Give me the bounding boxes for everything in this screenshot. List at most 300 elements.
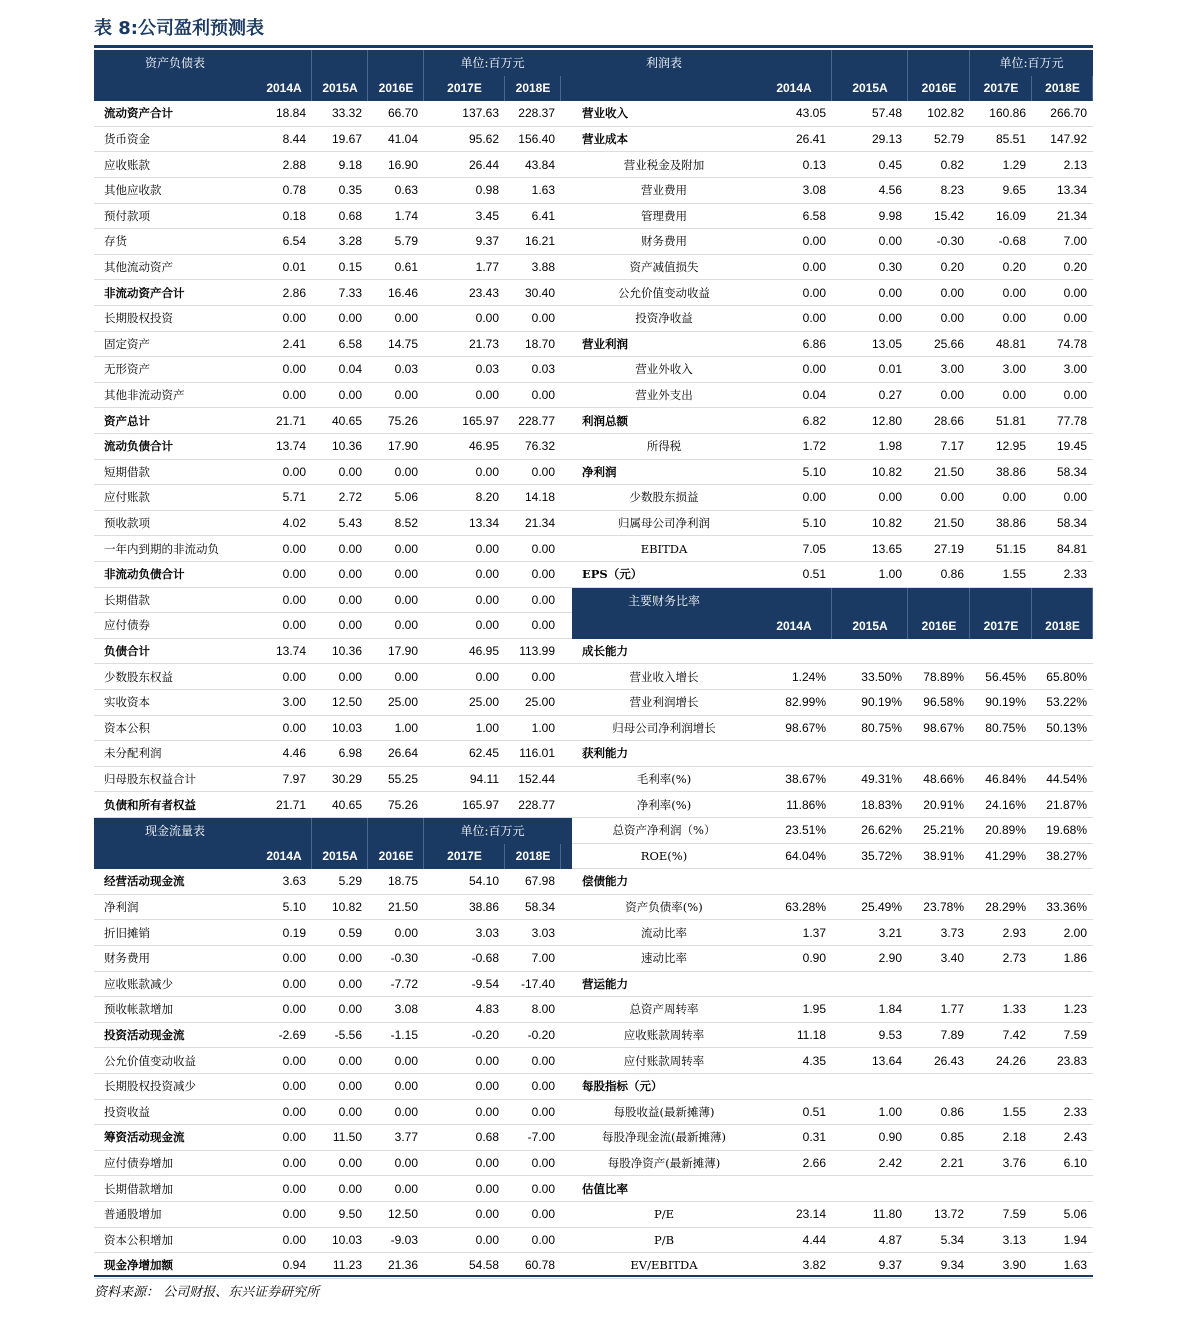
income-row — [572, 127, 1093, 153]
income-value-2017E: 48.81 — [995, 336, 1026, 351]
balance-value-2016E: 16.90 — [387, 157, 418, 172]
cashflow-value-2014A: 0.00 — [282, 1002, 306, 1017]
cashflow-value-2017E: 3.03 — [475, 925, 499, 940]
balance-value-2016E: 0.63 — [394, 183, 418, 198]
income-row-label: 财务费用 — [641, 234, 687, 249]
cashflow-value-2016E: 21.36 — [387, 1258, 418, 1273]
income-row-label: 投资净收益 — [635, 311, 693, 326]
balance-value-2017E: 0.00 — [475, 567, 499, 582]
ratios-value-2017E: 7.42 — [1002, 1028, 1026, 1043]
ratios-row — [572, 1048, 1093, 1074]
balance-row — [94, 741, 572, 767]
cashflow-row — [94, 1074, 572, 1100]
balance-value-2016E: 26.64 — [387, 746, 418, 761]
cashflow-header-divider — [312, 818, 368, 844]
income-value-2016E: 27.19 — [933, 541, 964, 556]
income-value-2016E: 0.00 — [940, 490, 964, 505]
balance-value-2014A: 0.00 — [282, 592, 306, 607]
cashflow-value-2014A: 0.00 — [282, 1181, 306, 1196]
ratios-value-2016E — [908, 972, 970, 997]
balance-value-2015A: 0.00 — [338, 669, 362, 684]
cashflow-row-label: 折旧摊销 — [104, 925, 150, 940]
income-value-2014A: 0.00 — [802, 285, 826, 300]
income-row — [572, 485, 1093, 511]
balance-value-2018E: 116.01 — [519, 746, 555, 761]
cashflow-value-2015A: 0.00 — [338, 951, 362, 966]
income-value-2016E: 21.50 — [933, 516, 964, 531]
income-value-2015A: 0.45 — [878, 157, 902, 172]
ratios-value-2016E: 25.21% — [923, 823, 964, 838]
balance-row — [94, 562, 572, 588]
ratios-row — [572, 1100, 1093, 1126]
balance-value-2018E: 0.00 — [531, 311, 555, 326]
ratios-value-2017E — [970, 639, 1032, 664]
ratios-value-2015A: 9.37 — [878, 1258, 902, 1273]
ratios-row — [572, 1074, 1093, 1100]
ratios-row-label: 速动比率 — [641, 951, 687, 966]
ratios-value-2018E — [1032, 869, 1093, 894]
ratios-value-2017E: 2.18 — [1002, 1130, 1026, 1145]
ratios-year-2016E: 2016E — [921, 618, 957, 633]
ratios-row-label: 应收账款周转率 — [623, 1028, 705, 1043]
cashflow-value-2018E: 0.00 — [531, 1181, 555, 1196]
cashflow-value-2014A: 0.94 — [282, 1258, 306, 1273]
balance-value-2016E: 0.61 — [394, 260, 418, 275]
balance-row — [94, 408, 572, 434]
cashflow-value-2017E: 0.68 — [475, 1130, 499, 1145]
cashflow-row-label: 长期借款增加 — [104, 1181, 173, 1196]
ratios-value-2016E — [908, 869, 970, 894]
ratios-value-2018E — [1032, 1074, 1093, 1099]
balance-value-2017E: 137.63 — [462, 106, 499, 121]
cashflow-value-2014A: 0.00 — [282, 1207, 306, 1222]
balance-row-label: 一年内到期的非流动负 — [104, 541, 219, 556]
cashflow-value-2014A: 0.19 — [282, 925, 306, 940]
balance-value-2017E: 0.98 — [475, 183, 499, 198]
balance-value-2014A: 0.00 — [282, 362, 306, 377]
income-value-2017E: 0.00 — [1002, 285, 1026, 300]
ratios-row-label: 获利能力 — [582, 746, 628, 761]
balance-header-divider — [312, 50, 368, 76]
income-value-2018E: 2.13 — [1063, 157, 1087, 172]
ratios-value-2018E: 1.94 — [1063, 1232, 1087, 1247]
ratios-value-2018E: 50.13% — [1046, 720, 1087, 735]
balance-row — [94, 152, 572, 178]
balance-value-2016E: 55.25 — [387, 772, 418, 787]
cashflow-value-2017E: 0.00 — [475, 1079, 499, 1094]
ratios-row-label: ROE(%) — [640, 848, 688, 863]
balance-value-2018E: 0.00 — [531, 464, 555, 479]
balance-row — [94, 716, 572, 742]
cashflow-value-2016E: 3.77 — [394, 1130, 418, 1145]
cashflow-row-label: 净利润 — [104, 900, 139, 915]
balance-value-2015A: 5.43 — [338, 516, 362, 531]
ratios-value-2014A: 98.67% — [785, 720, 826, 735]
balance-year-2015A: 2015A — [322, 81, 358, 96]
ratios-header-divider — [1032, 588, 1093, 614]
income-value-2015A: 0.27 — [878, 388, 902, 403]
income-value-2014A: 0.00 — [802, 362, 826, 377]
balance-value-2017E: 1.77 — [475, 260, 499, 275]
income-value-2015A: 0.01 — [878, 362, 902, 377]
income-row — [572, 408, 1093, 434]
ratios-value-2015A — [832, 869, 908, 894]
cashflow-row — [94, 1176, 572, 1202]
ratios-row-label: 偿债能力 — [582, 874, 628, 889]
cashflow-value-2015A: 0.00 — [338, 1104, 362, 1119]
income-header-divider — [908, 50, 970, 76]
bottom-rule — [94, 1275, 1093, 1277]
cashflow-value-2016E: 0.00 — [394, 1156, 418, 1171]
balance-value-2015A: 0.35 — [338, 183, 362, 198]
balance-row-label: 预付款项 — [104, 208, 150, 223]
ratios-value-2017E — [970, 972, 1032, 997]
income-value-2017E: 1.55 — [1002, 567, 1026, 582]
ratios-value-2015A: 80.75% — [861, 720, 902, 735]
balance-value-2016E: 0.00 — [394, 464, 418, 479]
income-value-2018E: 3.00 — [1063, 362, 1087, 377]
balance-value-2018E: 1.00 — [531, 720, 555, 735]
cashflow-value-2017E: 0.00 — [475, 1053, 499, 1068]
balance-row-label: 无形资产 — [104, 362, 150, 377]
ratios-value-2014A — [756, 972, 832, 997]
balance-value-2017E: 0.00 — [475, 388, 499, 403]
income-value-2018E: 0.00 — [1063, 285, 1087, 300]
income-value-2018E: 266.70 — [1050, 106, 1087, 121]
cashflow-row-label: 财务费用 — [104, 951, 150, 966]
ratios-value-2017E: 80.75% — [985, 720, 1026, 735]
cashflow-row-label: 应收账款减少 — [104, 976, 173, 991]
cashflow-row — [94, 1202, 572, 1228]
ratios-value-2015A: 11.80 — [872, 1207, 902, 1222]
ratios-value-2014A: 1.24% — [791, 669, 826, 684]
income-value-2015A: 0.00 — [878, 285, 902, 300]
page-title: 表 8:公司盈利预测表 — [94, 18, 264, 39]
balance-row-label: 流动负债合计 — [104, 439, 173, 454]
balance-value-2017E: 46.95 — [468, 644, 499, 659]
ratios-value-2018E: 44.54% — [1046, 772, 1087, 787]
cashflow-value-2016E: 12.50 — [387, 1207, 418, 1222]
ratios-value-2017E — [970, 1074, 1032, 1099]
ratios-row — [572, 972, 1093, 998]
ratios-row-label: 营业收入增长 — [629, 669, 699, 684]
cashflow-value-2017E: 0.00 — [475, 1156, 499, 1171]
balance-row — [94, 511, 572, 537]
cashflow-row — [94, 1151, 572, 1177]
top-rule — [94, 45, 1093, 48]
income-row — [572, 511, 1093, 537]
balance-value-2017E: 0.03 — [475, 362, 499, 377]
cashflow-value-2016E: 0.00 — [394, 1104, 418, 1119]
ratios-value-2017E: 7.59 — [1002, 1207, 1026, 1222]
cashflow-value-2018E: 0.00 — [531, 1104, 555, 1119]
ratios-value-2018E — [1032, 1176, 1093, 1201]
income-value-2014A: 0.00 — [802, 490, 826, 505]
balance-value-2016E: 8.52 — [394, 516, 418, 531]
balance-value-2015A: 30.29 — [331, 772, 362, 787]
income-row-label: 利润总额 — [582, 413, 628, 428]
balance-value-2018E: 30.40 — [524, 285, 555, 300]
ratios-value-2015A: 18.83% — [861, 797, 902, 812]
ratios-value-2014A: 3.82 — [802, 1258, 826, 1273]
balance-value-2017E: 0.00 — [475, 541, 499, 556]
ratios-value-2016E: 3.40 — [940, 951, 964, 966]
ratios-value-2015A: 1.84 — [878, 1002, 902, 1017]
balance-value-2015A: 0.00 — [338, 464, 362, 479]
income-value-2017E: 160.86 — [989, 106, 1026, 121]
ratios-row-label: 总资产净利润（%） — [612, 823, 716, 838]
income-row — [572, 229, 1093, 255]
balance-year-row — [94, 76, 572, 102]
balance-value-2016E: 75.26 — [387, 797, 418, 812]
balance-value-2017E: 25.00 — [468, 695, 499, 710]
balance-value-2015A: 10.36 — [331, 644, 362, 659]
ratios-value-2016E: 78.89% — [923, 669, 964, 684]
balance-value-2014A: 13.74 — [275, 439, 306, 454]
ratios-value-2014A — [756, 1176, 832, 1201]
cashflow-value-2017E: 0.00 — [475, 1207, 499, 1222]
balance-value-2014A: 7.97 — [282, 772, 306, 787]
cashflow-value-2014A: 0.00 — [282, 1053, 306, 1068]
balance-value-2018E: 21.34 — [524, 516, 555, 531]
balance-value-2014A: 0.00 — [282, 464, 306, 479]
cashflow-value-2018E: 0.00 — [531, 1156, 555, 1171]
balance-value-2016E: 0.00 — [394, 567, 418, 582]
cashflow-year-2015A: 2015A — [322, 849, 358, 864]
ratios-value-2016E: 9.34 — [940, 1258, 964, 1273]
cashflow-row — [94, 1125, 572, 1151]
ratios-value-2014A: 23.14 — [795, 1207, 826, 1222]
balance-value-2015A: 10.03 — [331, 720, 362, 735]
income-year-2018E: 2018E — [1045, 81, 1080, 96]
balance-row — [94, 280, 572, 306]
balance-row-label: 少数股东权益 — [104, 669, 173, 684]
balance-value-2014A: 2.41 — [282, 336, 306, 351]
ratios-value-2016E: 23.78% — [923, 900, 964, 915]
income-value-2014A: 6.82 — [802, 413, 826, 428]
balance-value-2017E: 21.73 — [468, 336, 499, 351]
ratios-value-2016E: 1.77 — [940, 1002, 964, 1017]
ratios-value-2017E: 3.90 — [1002, 1258, 1026, 1273]
balance-row — [94, 767, 572, 793]
ratios-value-2016E: 48.66% — [923, 772, 964, 787]
cashflow-value-2016E: 0.00 — [394, 1181, 418, 1196]
balance-row-label: 流动资产合计 — [104, 106, 173, 121]
income-value-2018E: 7.00 — [1063, 234, 1087, 249]
cashflow-value-2016E: 21.50 — [387, 900, 418, 915]
balance-value-2014A: 2.88 — [282, 157, 306, 172]
ratios-year-2017E: 2017E — [983, 618, 1019, 633]
balance-value-2014A: 4.46 — [282, 746, 306, 761]
balance-value-2017E: 62.45 — [468, 746, 499, 761]
cashflow-value-2014A: 0.00 — [282, 976, 306, 991]
balance-row-label: 固定资产 — [104, 336, 150, 351]
balance-value-2016E: 17.90 — [387, 644, 418, 659]
ratios-value-2016E: 2.21 — [940, 1156, 964, 1171]
balance-row-label: 实收资本 — [104, 695, 150, 710]
balance-value-2016E: 16.46 — [387, 285, 418, 300]
ratios-value-2016E: 20.91% — [923, 797, 964, 812]
balance-value-2016E: 14.75 — [387, 336, 418, 351]
balance-header-divider — [256, 50, 312, 76]
balance-row — [94, 127, 572, 153]
cashflow-value-2018E: -0.20 — [527, 1028, 555, 1043]
ratios-value-2015A: 1.00 — [878, 1104, 902, 1119]
cashflow-value-2017E: 0.00 — [475, 1104, 499, 1119]
balance-value-2015A: 0.04 — [338, 362, 362, 377]
cashflow-value-2017E: -9.54 — [471, 976, 499, 991]
balance-value-2018E: 0.00 — [531, 567, 555, 582]
ratios-value-2018E: 1.86 — [1063, 951, 1087, 966]
balance-value-2017E: 13.34 — [468, 516, 499, 531]
cashflow-row — [94, 946, 572, 972]
balance-row-label: 资产总计 — [104, 413, 150, 428]
balance-value-2018E: 0.00 — [531, 618, 555, 633]
cashflow-row-label: 预收帐款增加 — [104, 1002, 173, 1017]
income-value-2014A: 1.72 — [802, 439, 826, 454]
balance-value-2015A: 0.15 — [338, 260, 362, 275]
balance-row-label: 其他流动资产 — [104, 260, 173, 275]
ratios-year-2014A: 2014A — [776, 618, 812, 633]
balance-value-2017E: 23.43 — [468, 285, 499, 300]
ratios-value-2015A: 90.19% — [861, 695, 902, 710]
balance-value-2017E: 9.37 — [475, 234, 499, 249]
balance-year-2014A: 2014A — [266, 81, 302, 96]
cashflow-header-divider — [368, 818, 424, 844]
income-value-2014A: 5.10 — [802, 464, 826, 479]
cashflow-value-2015A: 0.00 — [338, 1053, 362, 1068]
cashflow-year-2014A: 2014A — [266, 849, 302, 864]
ratios-value-2017E: 2.93 — [1002, 925, 1026, 940]
balance-value-2016E: 0.00 — [394, 541, 418, 556]
income-value-2014A: 3.08 — [802, 183, 826, 198]
balance-value-2015A: 0.00 — [338, 618, 362, 633]
ratios-row — [572, 1202, 1093, 1228]
ratios-row-label: 每股净现金流(最新摊薄) — [602, 1130, 726, 1145]
cashflow-row-label: 投资收益 — [104, 1104, 150, 1119]
ratios-value-2015A — [832, 1176, 908, 1201]
balance-row-label: 预收款项 — [104, 516, 150, 531]
balance-value-2014A: 0.00 — [282, 618, 306, 633]
income-row — [572, 460, 1093, 486]
balance-value-2018E: 14.18 — [524, 490, 555, 505]
ratios-value-2018E: 53.22% — [1046, 695, 1087, 710]
balance-value-2018E: 43.84 — [524, 157, 555, 172]
balance-unit-label: 单位:百万元 — [424, 50, 561, 76]
balance-value-2014A: 21.71 — [275, 797, 306, 812]
cashflow-row-label: 普通股增加 — [104, 1207, 162, 1222]
cashflow-value-2015A: 0.00 — [338, 1156, 362, 1171]
income-row-label: 营业收入 — [582, 106, 628, 121]
income-value-2015A: 1.98 — [878, 439, 902, 454]
ratios-value-2014A — [756, 869, 832, 894]
balance-value-2015A: 0.00 — [338, 541, 362, 556]
income-value-2018E: 58.34 — [1056, 464, 1087, 479]
balance-value-2016E: 0.00 — [394, 311, 418, 326]
balance-table-name: 资产负债表 — [144, 56, 205, 71]
income-row-label: 营业成本 — [582, 132, 628, 147]
balance-row — [94, 178, 572, 204]
ratios-value-2015A: 26.62% — [861, 823, 902, 838]
balance-row-label: 负债和所有者权益 — [104, 797, 196, 812]
balance-value-2014A: 3.00 — [282, 695, 306, 710]
balance-value-2014A: 6.54 — [282, 234, 306, 249]
balance-row — [94, 204, 572, 230]
ratios-value-2016E: 13.72 — [933, 1207, 964, 1222]
balance-value-2018E: 0.03 — [531, 362, 555, 377]
income-row-label: 管理费用 — [641, 208, 687, 223]
cashflow-value-2018E: 8.00 — [531, 1002, 555, 1017]
income-value-2015A: 10.82 — [871, 464, 902, 479]
income-value-2018E: 19.45 — [1056, 439, 1087, 454]
balance-value-2014A: 0.18 — [282, 208, 306, 223]
balance-value-2017E: 0.00 — [475, 618, 499, 633]
balance-value-2014A: 21.71 — [275, 413, 306, 428]
income-header-divider — [756, 50, 832, 76]
income-header-divider — [832, 50, 908, 76]
income-row-label: 公允价值变动收益 — [618, 285, 710, 300]
ratios-row — [572, 997, 1093, 1023]
cashflow-header-row — [94, 818, 572, 844]
balance-value-2018E: 16.21 — [524, 234, 555, 249]
ratios-value-2014A: 0.51 — [802, 1104, 826, 1119]
income-value-2017E: 12.95 — [995, 439, 1026, 454]
income-value-2015A: 12.80 — [871, 413, 902, 428]
ratios-row-label: 总资产周转率 — [629, 1002, 699, 1017]
balance-value-2016E: 0.00 — [394, 618, 418, 633]
balance-value-2017E: 8.20 — [475, 490, 499, 505]
income-value-2016E: 3.00 — [940, 362, 964, 377]
income-row-label: EPS（元） — [582, 567, 643, 582]
cashflow-value-2015A: 11.23 — [332, 1258, 362, 1273]
balance-value-2014A: 2.86 — [282, 285, 306, 300]
balance-value-2018E: 113.99 — [519, 644, 555, 659]
ratios-value-2015A: 4.87 — [878, 1232, 902, 1247]
ratios-row — [572, 946, 1093, 972]
ratios-value-2016E — [908, 741, 970, 766]
ratios-row — [572, 1151, 1093, 1177]
income-value-2016E: 0.20 — [940, 260, 964, 275]
balance-value-2016E: 0.00 — [394, 669, 418, 684]
income-value-2016E: 0.82 — [940, 157, 964, 172]
balance-row-label: 负债合计 — [104, 644, 150, 659]
income-row — [572, 255, 1093, 281]
ratios-table-name: 主要财务比率 — [627, 593, 700, 608]
ratios-value-2015A — [832, 741, 908, 766]
cashflow-row — [94, 869, 572, 895]
ratios-value-2017E — [970, 869, 1032, 894]
balance-row — [94, 690, 572, 716]
cashflow-value-2014A: 0.00 — [282, 1104, 306, 1119]
cashflow-value-2017E: 0.00 — [475, 1181, 499, 1196]
cashflow-value-2018E: 0.00 — [531, 1053, 555, 1068]
balance-value-2018E: 3.88 — [531, 260, 555, 275]
income-value-2017E: 16.09 — [995, 208, 1026, 223]
income-value-2014A: 6.58 — [802, 208, 826, 223]
income-value-2016E: 15.42 — [933, 208, 964, 223]
cashflow-value-2015A: 0.59 — [338, 925, 362, 940]
balance-value-2014A: 8.44 — [282, 132, 306, 147]
ratios-value-2018E: 2.00 — [1063, 925, 1087, 940]
cashflow-value-2018E: -7.00 — [527, 1130, 555, 1145]
ratios-value-2018E: 1.23 — [1063, 1002, 1087, 1017]
cashflow-value-2015A: 10.03 — [331, 1232, 362, 1247]
ratios-value-2014A: 2.66 — [802, 1156, 826, 1171]
balance-value-2017E: 0.00 — [475, 592, 499, 607]
ratios-year-2015A: 2015A — [852, 618, 888, 633]
balance-row — [94, 460, 572, 486]
income-value-2016E: 0.00 — [940, 311, 964, 326]
